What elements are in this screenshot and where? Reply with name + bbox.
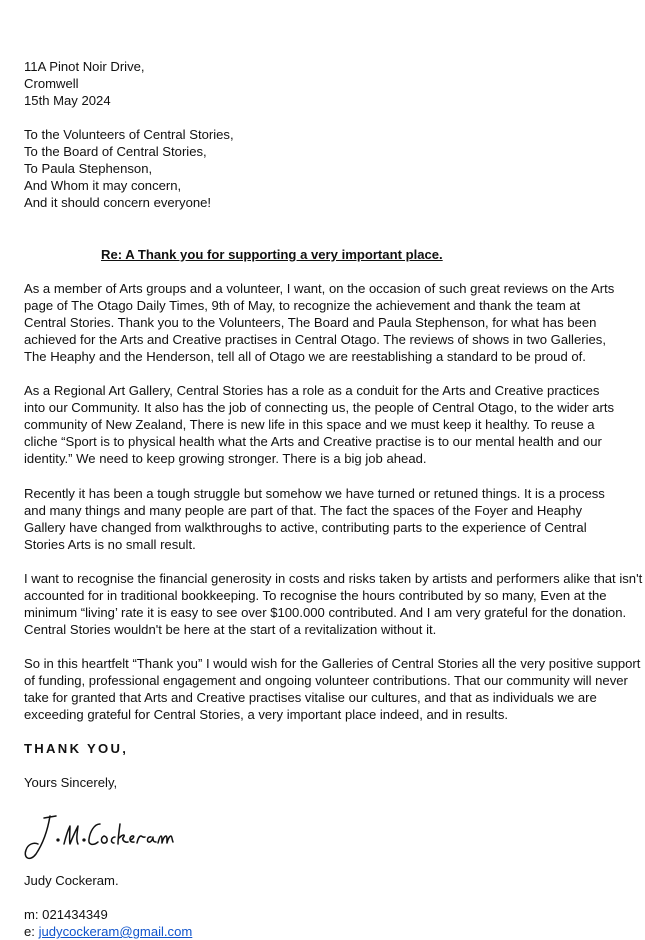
paragraph-line: I want to recognise the financial generosity in costs and risks taken by artists and performers alike that isn't xyxy=(24,571,643,586)
recipients-block xyxy=(24,126,234,211)
paragraph-line: cliche “Sport is to physical health what the Arts and Creative practise is to our mental health and our xyxy=(24,434,602,449)
paragraph-line: take for granted that Arts and Creative practises vitalise our cultures, and that as individuals we are xyxy=(24,690,597,705)
handwritten-signature xyxy=(20,812,180,868)
recipient-line: To Paula Stephenson, xyxy=(24,161,153,176)
paragraph-line: of funding, professional engagement and ongoing volunteer contributions. That our community will never xyxy=(24,673,628,688)
paragraph-line: into our Community. It also has the job of connecting us, the people of Central Otago, to the wider arts xyxy=(24,400,615,415)
paragraph-line: accounted for in traditional bookkeeping. To recognise the hours contributed by so many, Even at the xyxy=(24,588,607,603)
paragraph-line: Stories Arts is no small result. xyxy=(24,537,196,552)
signer-name: Judy Cockeram. xyxy=(24,873,119,888)
subject-line: Re: A Thank you for supporting a very important place. xyxy=(101,247,443,262)
paragraph-line: community of New Zealand, There is new life in this space and we must keep it healthy. To reuse a xyxy=(24,417,595,432)
body-paragraph-1 xyxy=(24,280,636,365)
paragraph-line: page of The Otago Daily Times, 9th of May, to recognize the achievement and thank the team at xyxy=(24,298,581,313)
body-paragraph-5 xyxy=(24,655,641,723)
paragraph-line: Central Stories wouldn't be here at the start of a revitalization without it. xyxy=(24,622,437,637)
paragraph-line: As a Regional Art Gallery, Central Stories has a role as a conduit for the Arts and Creative practices xyxy=(24,383,600,398)
mobile-number: m: 021434349 xyxy=(24,907,108,922)
recipient-line: To the Volunteers of Central Stories, xyxy=(24,127,234,142)
contact-details xyxy=(24,906,192,940)
closing-salutation: Yours Sincerely, xyxy=(24,775,118,790)
address-town: Cromwell xyxy=(24,76,79,91)
recipient-line: And Whom it may concern, xyxy=(24,178,182,193)
paragraph-line: Central Stories. Thank you to the Volunteers, The Board and Paula Stephenson, for what has been xyxy=(24,315,597,330)
paragraph-line: So in this heartfelt “Thank you” I would wish for the Galleries of Central Stories all the very positive support xyxy=(24,656,641,671)
paragraph-line: and many things and many people are part of that. The fact the spaces of the Foyer and Heaphy xyxy=(24,503,583,518)
paragraph-line: As a member of Arts groups and a volunteer, I want, on the occasion of such great reviews on the Arts xyxy=(24,281,615,296)
paragraph-line: identity.” We need to keep growing stronger. There is a big job ahead. xyxy=(24,451,427,466)
thank-you-heading: THANK YOU, xyxy=(24,741,129,756)
email-link[interactable]: judycockeram@gmail.com xyxy=(38,924,193,939)
email-prefix: e: xyxy=(24,924,39,939)
body-paragraph-4 xyxy=(24,570,643,638)
paragraph-line: minimum “living’ rate it is easy to see over $100.000 contributed. And I am very grateful for the donation. xyxy=(24,605,627,620)
paragraph-line: Recently it has been a tough struggle but somehow we have turned or retuned things. It is a process xyxy=(24,486,605,501)
email-line xyxy=(24,923,192,940)
recipient-line: To the Board of Central Stories, xyxy=(24,144,207,159)
paragraph-line: The Heaphy and the Henderson, tell all of Otago we are reestablishing a standard to be proud of. xyxy=(24,349,586,364)
sender-address xyxy=(24,58,145,109)
body-paragraph-2 xyxy=(24,382,636,467)
body-paragraph-3 xyxy=(24,485,636,553)
paragraph-line: Gallery have changed from walkthroughs to active, contributing parts to the experience of Central xyxy=(24,520,587,535)
recipient-line: And it should concern everyone! xyxy=(24,195,212,210)
paragraph-line: exceeding grateful for Central Stories, a very important place indeed, and in results. xyxy=(24,707,509,722)
letter-date: 15th May 2024 xyxy=(24,93,111,108)
paragraph-line: achieved for the Arts and Creative practises in Central Otago. The reviews of shows in two Galleries, xyxy=(24,332,606,347)
signature-drawing xyxy=(20,812,180,864)
address-street: 11A Pinot Noir Drive, xyxy=(24,59,145,74)
